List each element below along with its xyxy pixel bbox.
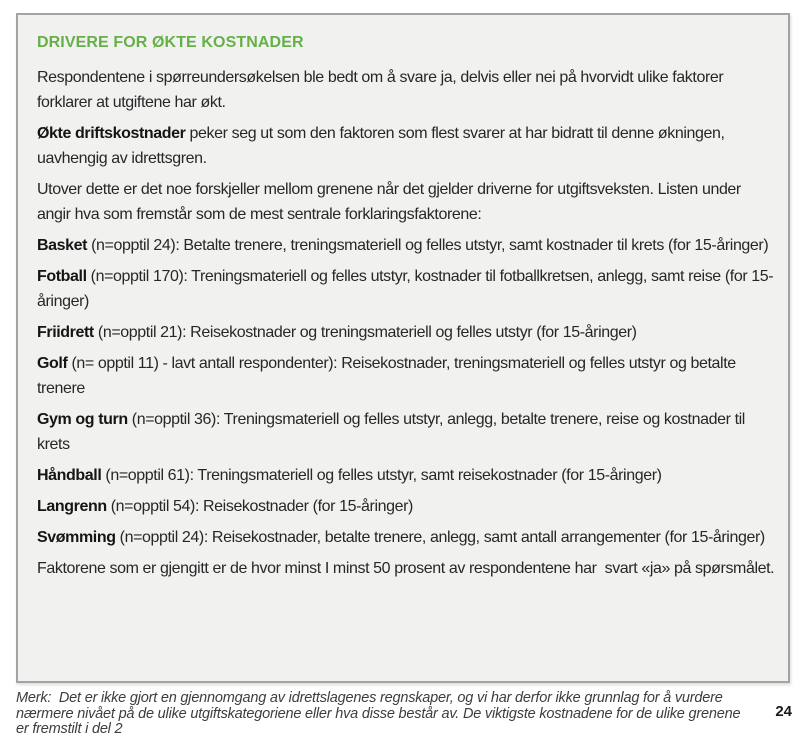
sport-detail: (n=opptil 24): Betalte trenere, treningsmateriell og felles utstyr, samt kostnader til krets (for 15-åringer) (87, 237, 769, 254)
paragraph-text: Respondentene i spørreundersøkelsen ble bedt om å svare ja, delvis eller nei på hvorvidt ulike faktorer forklarer at utgiftene har økt. (37, 69, 728, 111)
sport-detail: (n=opptil 36): Treningsmateriell og felles utstyr, anlegg, betalte trenere, reise og kostnader til krets (37, 411, 749, 453)
paragraph-forskjeller (37, 177, 776, 227)
paragraph-driftskostnader (37, 121, 776, 171)
sport-detail: (n=opptil 61): Treningsmateriell og felles utstyr, samt reisekostnader (for 15-åringer) (101, 467, 662, 484)
sport-name: Friidrett (37, 324, 94, 341)
footnote: Merk: Det er ikke gjort en gjennomgang av idrettslagenes regnskaper, og vi har derfor ikke grunnlag for å vurdere nærmere nivået på de ulike utgiftskategoriene eller hva disse består av. De viktigste kostnadene for de ulike grenene er fremstilt i del 2 (16, 690, 745, 737)
paragraph-intro (37, 65, 776, 115)
sport-name: Golf (37, 355, 68, 372)
sport-detail: (n=opptil 24): Reisekostnader, betalte trenere, anlegg, samt antall arrangementer (for 15-åringer) (115, 529, 765, 546)
paragraph-text: peker seg ut som den faktoren som flest svarer at har bidratt til denne økningen, uavhengig av idrettsgren. (37, 125, 729, 167)
page-number: 24 (775, 703, 792, 720)
sport-name: Gym og turn (37, 411, 128, 428)
sport-detail: (n= opptil 11) - lavt antall respondenter): Reisekostnader, treningsmateriell og felles utstyr og betalte trenere (37, 355, 740, 397)
list-item-svomming (37, 525, 776, 550)
list-item-basket (37, 233, 776, 258)
content-box (16, 13, 790, 683)
sport-detail: (n=opptil 170): Treningsmateriell og felles utstyr, kostnader til fotballkretsen, anlegg, samt reise (for 15-åringer) (37, 268, 774, 310)
sport-name: Langrenn (37, 498, 107, 515)
list-item-golf (37, 351, 776, 401)
list-item-gym-og-turn (37, 407, 776, 457)
list-item-langrenn (37, 494, 776, 519)
sport-name: Håndball (37, 467, 102, 484)
sport-detail: (n=opptil 54): Reisekostnader (for 15-åringer) (106, 498, 413, 515)
paragraph-faktorene (37, 556, 776, 581)
paragraph-lead: Økte driftskostnader (37, 125, 186, 142)
sport-name: Basket (37, 237, 88, 254)
box-title: DRIVERE FOR ØKTE KOSTNADER (37, 34, 304, 51)
list-item-friidrett (37, 320, 776, 345)
sport-detail: (n=opptil 21): Reisekostnader og treningsmateriell og felles utstyr (for 15-åringer) (93, 324, 637, 341)
sport-name: Fotball (37, 268, 87, 285)
list-item-handball (37, 463, 776, 488)
list-item-fotball (37, 264, 776, 314)
sport-name: Svømming (37, 529, 116, 546)
paragraph-text: Utover dette er det noe forskjeller mellom grenene når det gjelder driverne for utgiftsveksten. Listen under angir hva som fremstår som de mest sentrale forklaringsfaktorene: (37, 181, 745, 223)
paragraph-text: Faktorene som er gjengitt er de hvor minst I minst 50 prosent av respondentene har svart «ja» på spørsmålet. (37, 560, 775, 577)
